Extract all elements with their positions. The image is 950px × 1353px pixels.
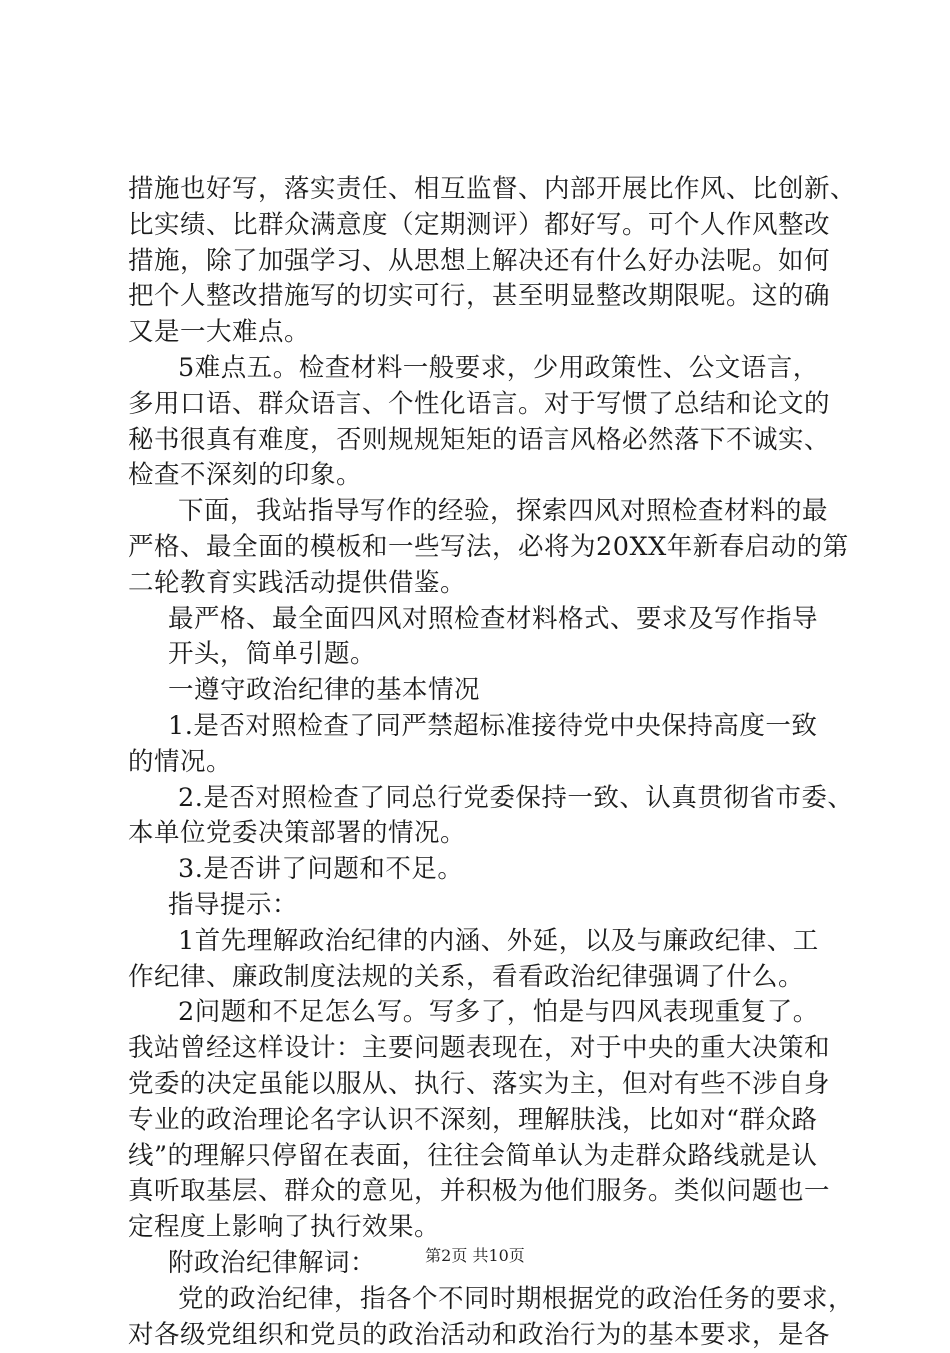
text-line: 对各级党组织和党员的政治活动和政治行为的基本要求，是各 — [128, 1318, 838, 1353]
text-line: 3.是否讲了问题和不足。 — [128, 852, 838, 888]
text-line: 开头，简单引题。 — [128, 637, 838, 673]
text-line: 下面，我站指导写作的经验，探索四风对照检查材料的最 — [128, 494, 838, 530]
text-line: 本单位党委决策部署的情况。 — [128, 816, 838, 852]
text-line: 多用口语、群众语言、个性化语言。对于写惯了总结和论文的 — [128, 387, 838, 423]
page-number-footer: 第2页 共10页 — [0, 1243, 950, 1266]
text-line: 定程度上影响了执行效果。 — [128, 1210, 838, 1246]
text-line: 比实绩、比群众满意度（定期测评）都好写。可个人作风整改 — [128, 208, 838, 244]
text-line: 1首先理解政治纪律的内涵、外延，以及与廉政纪律、工 — [128, 924, 838, 960]
text-line: 真听取基层、群众的意见，并积极为他们服务。类似问题也一 — [128, 1174, 838, 1210]
section-heading: 一遵守政治纪律的基本情况 — [128, 673, 838, 709]
document-body — [128, 172, 838, 1353]
text-line: 2.是否对照检查了同总行党委保持一致、认真贯彻省市委、 — [128, 781, 838, 817]
section-heading: 最严格、最全面四风对照检查材料格式、要求及写作指导 — [128, 602, 838, 638]
text-line: 我站曾经这样设计：主要问题表现在，对于中央的重大决策和 — [128, 1031, 838, 1067]
section-heading: 指导提示： — [128, 888, 838, 924]
text-line: 专业的政治理论名字认识不深刻，理解肤浅，比如对“群众路 — [128, 1103, 838, 1139]
text-line: 把个人整改措施写的切实可行，甚至明显整改期限呢。这的确 — [128, 279, 838, 315]
text-line: 二轮教育实践活动提供借鉴。 — [128, 566, 838, 602]
text-line: 线”的理解只停留在表面，往往会简单认为走群众路线就是认 — [128, 1139, 838, 1175]
section-heading: 附政治纪律解词： — [128, 1246, 838, 1282]
text-line: 5难点五。检查材料一般要求，少用政策性、公文语言， — [128, 351, 838, 387]
text-line: 党委的决定虽能以服从、执行、落实为主，但对有些不涉自身 — [128, 1067, 838, 1103]
text-line: 检查不深刻的印象。 — [128, 458, 838, 494]
text-line: 严格、最全面的模板和一些写法，必将为20XX年新春启动的第 — [128, 530, 838, 566]
text-line: 的情况。 — [128, 745, 838, 781]
text-line: 作纪律、廉政制度法规的关系，看看政治纪律强调了什么。 — [128, 960, 838, 996]
text-line: 秘书很真有难度，否则规规矩矩的语言风格必然落下不诚实、 — [128, 423, 838, 459]
text-line: 2问题和不足怎么写。写多了，怕是与四风表现重复了。 — [128, 995, 838, 1031]
text-line: 又是一大难点。 — [128, 315, 838, 351]
text-line: 党的政治纪律，指各个不同时期根据党的政治任务的要求， — [128, 1282, 838, 1318]
text-line: 措施，除了加强学习、从思想上解决还有什么好办法呢。如何 — [128, 244, 838, 280]
text-line: 1.是否对照检查了同严禁超标准接待党中央保持高度一致 — [128, 709, 838, 745]
text-line: 措施也好写，落实责任、相互监督、内部开展比作风、比创新、 — [128, 172, 838, 208]
